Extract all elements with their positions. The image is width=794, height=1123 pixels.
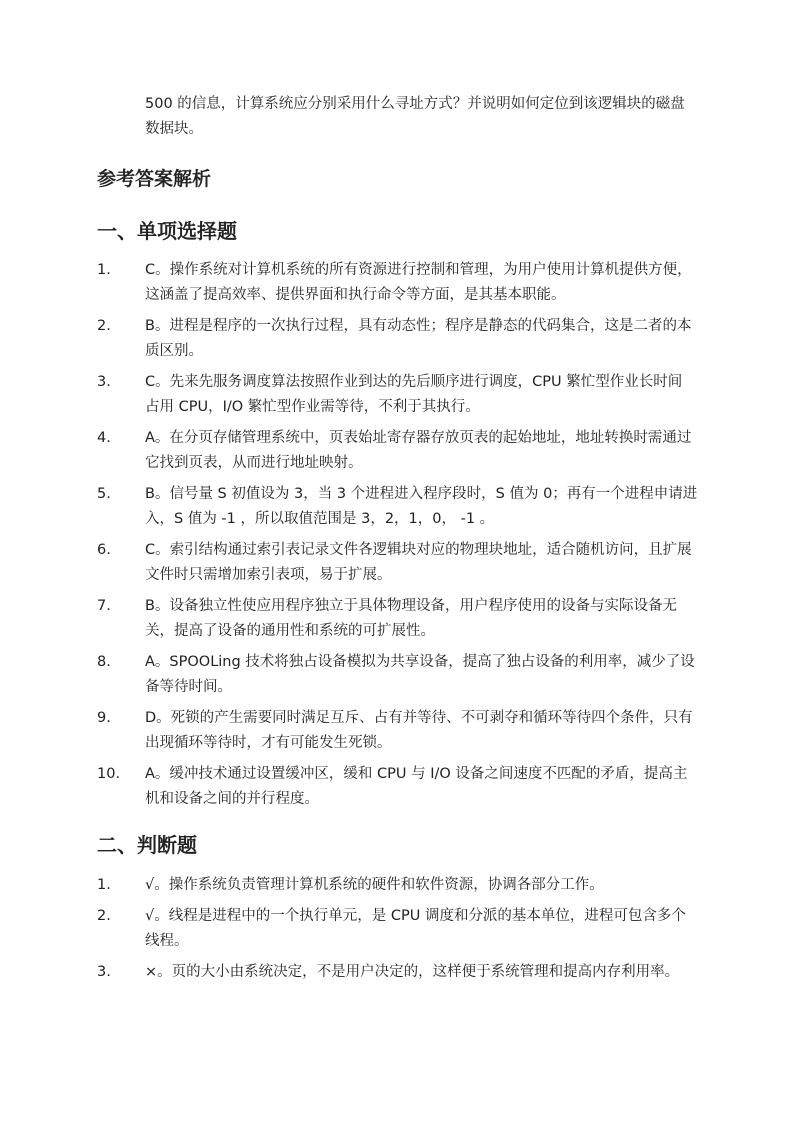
item-number: 1. bbox=[97, 877, 111, 893]
item-number: 2. bbox=[97, 908, 111, 924]
item-number: 5. bbox=[97, 486, 111, 502]
intro-paragraph: 500 的信息，计算系统应分别采用什么寻址方式？并说明如何定位到该逻辑块的磁盘 数据块。 bbox=[145, 96, 685, 137]
item-text: B。进程是程序的一次执行过程，具有动态性；程序是静态的代码集合，这是二者的本 质区别。 bbox=[145, 318, 692, 359]
item-text: A。SPOOLing 技术将独占设备模拟为共享设备，提高了独占设备的利用率，减少了设 备等待时间。 bbox=[145, 654, 695, 695]
item-text: C。先来先服务调度算法按照作业到达的先后顺序进行调度，CPU 繁忙型作业长时间 占用 CPU，I/O 繁忙型作业需等待，不利于其执行。 bbox=[145, 374, 683, 415]
item-number: 3. bbox=[97, 964, 111, 980]
answer-heading: 参考答案解析 bbox=[97, 168, 212, 190]
section-title-true-false: 二、判断题 bbox=[97, 833, 197, 857]
item-number: 1. bbox=[97, 262, 111, 278]
item-number: 10. bbox=[97, 766, 121, 782]
item-number: 9. bbox=[97, 710, 111, 726]
item-text: C。操作系统对计算机系统的所有资源进行控制和管理，为用户使用计算机提供方便， 这涵盖了提高效率、提供界面和执行命令等方面，是其基本职能。 bbox=[145, 262, 692, 303]
item-text: C。索引结构通过索引表记录文件各逻辑块对应的物理块地址，适合随机访问，且扩展 文件时只需增加索引表项，易于扩展。 bbox=[145, 542, 692, 583]
section-title-single-choice: 一、单项选择题 bbox=[97, 219, 237, 243]
item-number: 3. bbox=[97, 374, 111, 390]
item-number: 8. bbox=[97, 654, 111, 670]
item-number: 2. bbox=[97, 318, 111, 334]
item-text: B。信号量 S 初值设为 3，当 3 个进程进入程序段时，S 值为 0；再有一个进程申请进 入，S 值为 -1 ，所以取值范围是 3，2，1，0， -1 。 bbox=[145, 486, 698, 527]
item-number: 7. bbox=[97, 598, 111, 614]
item-text: √。操作系统负责管理计算机系统的硬件和软件资源，协调各部分工作。 bbox=[145, 877, 604, 893]
item-text: A。在分页存储管理系统中，页表始址寄存器存放页表的起始地址，地址转换时需通过 它找到页表，从而进行地址映射。 bbox=[145, 430, 692, 471]
item-text: A。缓冲技术通过设置缓冲区，缓和 CPU 与 I/O 设备之间速度不匹配的矛盾，提高主 机和设备之间的并行程度。 bbox=[145, 766, 688, 807]
item-text: ×。页的大小由系统决定，不是用户决定的，这样便于系统管理和提高内存利用率。 bbox=[145, 964, 680, 980]
item-number: 4. bbox=[97, 430, 111, 446]
item-text: B。设备独立性使应用程序独立于具体物理设备，用户程序使用的设备与实际设备无 关，提高了设备的通用性和系统的可扩展性。 bbox=[145, 598, 677, 639]
item-text: D。死锁的产生需要同时满足互斥、占有并等待、不可剥夺和循环等待四个条件，只有 出现循环等待时，才有可能发生死锁。 bbox=[145, 710, 693, 751]
item-text: √。线程是进程中的一个执行单元，是 CPU 调度和分派的基本单位，进程可包含多个 线程。 bbox=[145, 908, 686, 949]
item-number: 6. bbox=[97, 542, 111, 558]
